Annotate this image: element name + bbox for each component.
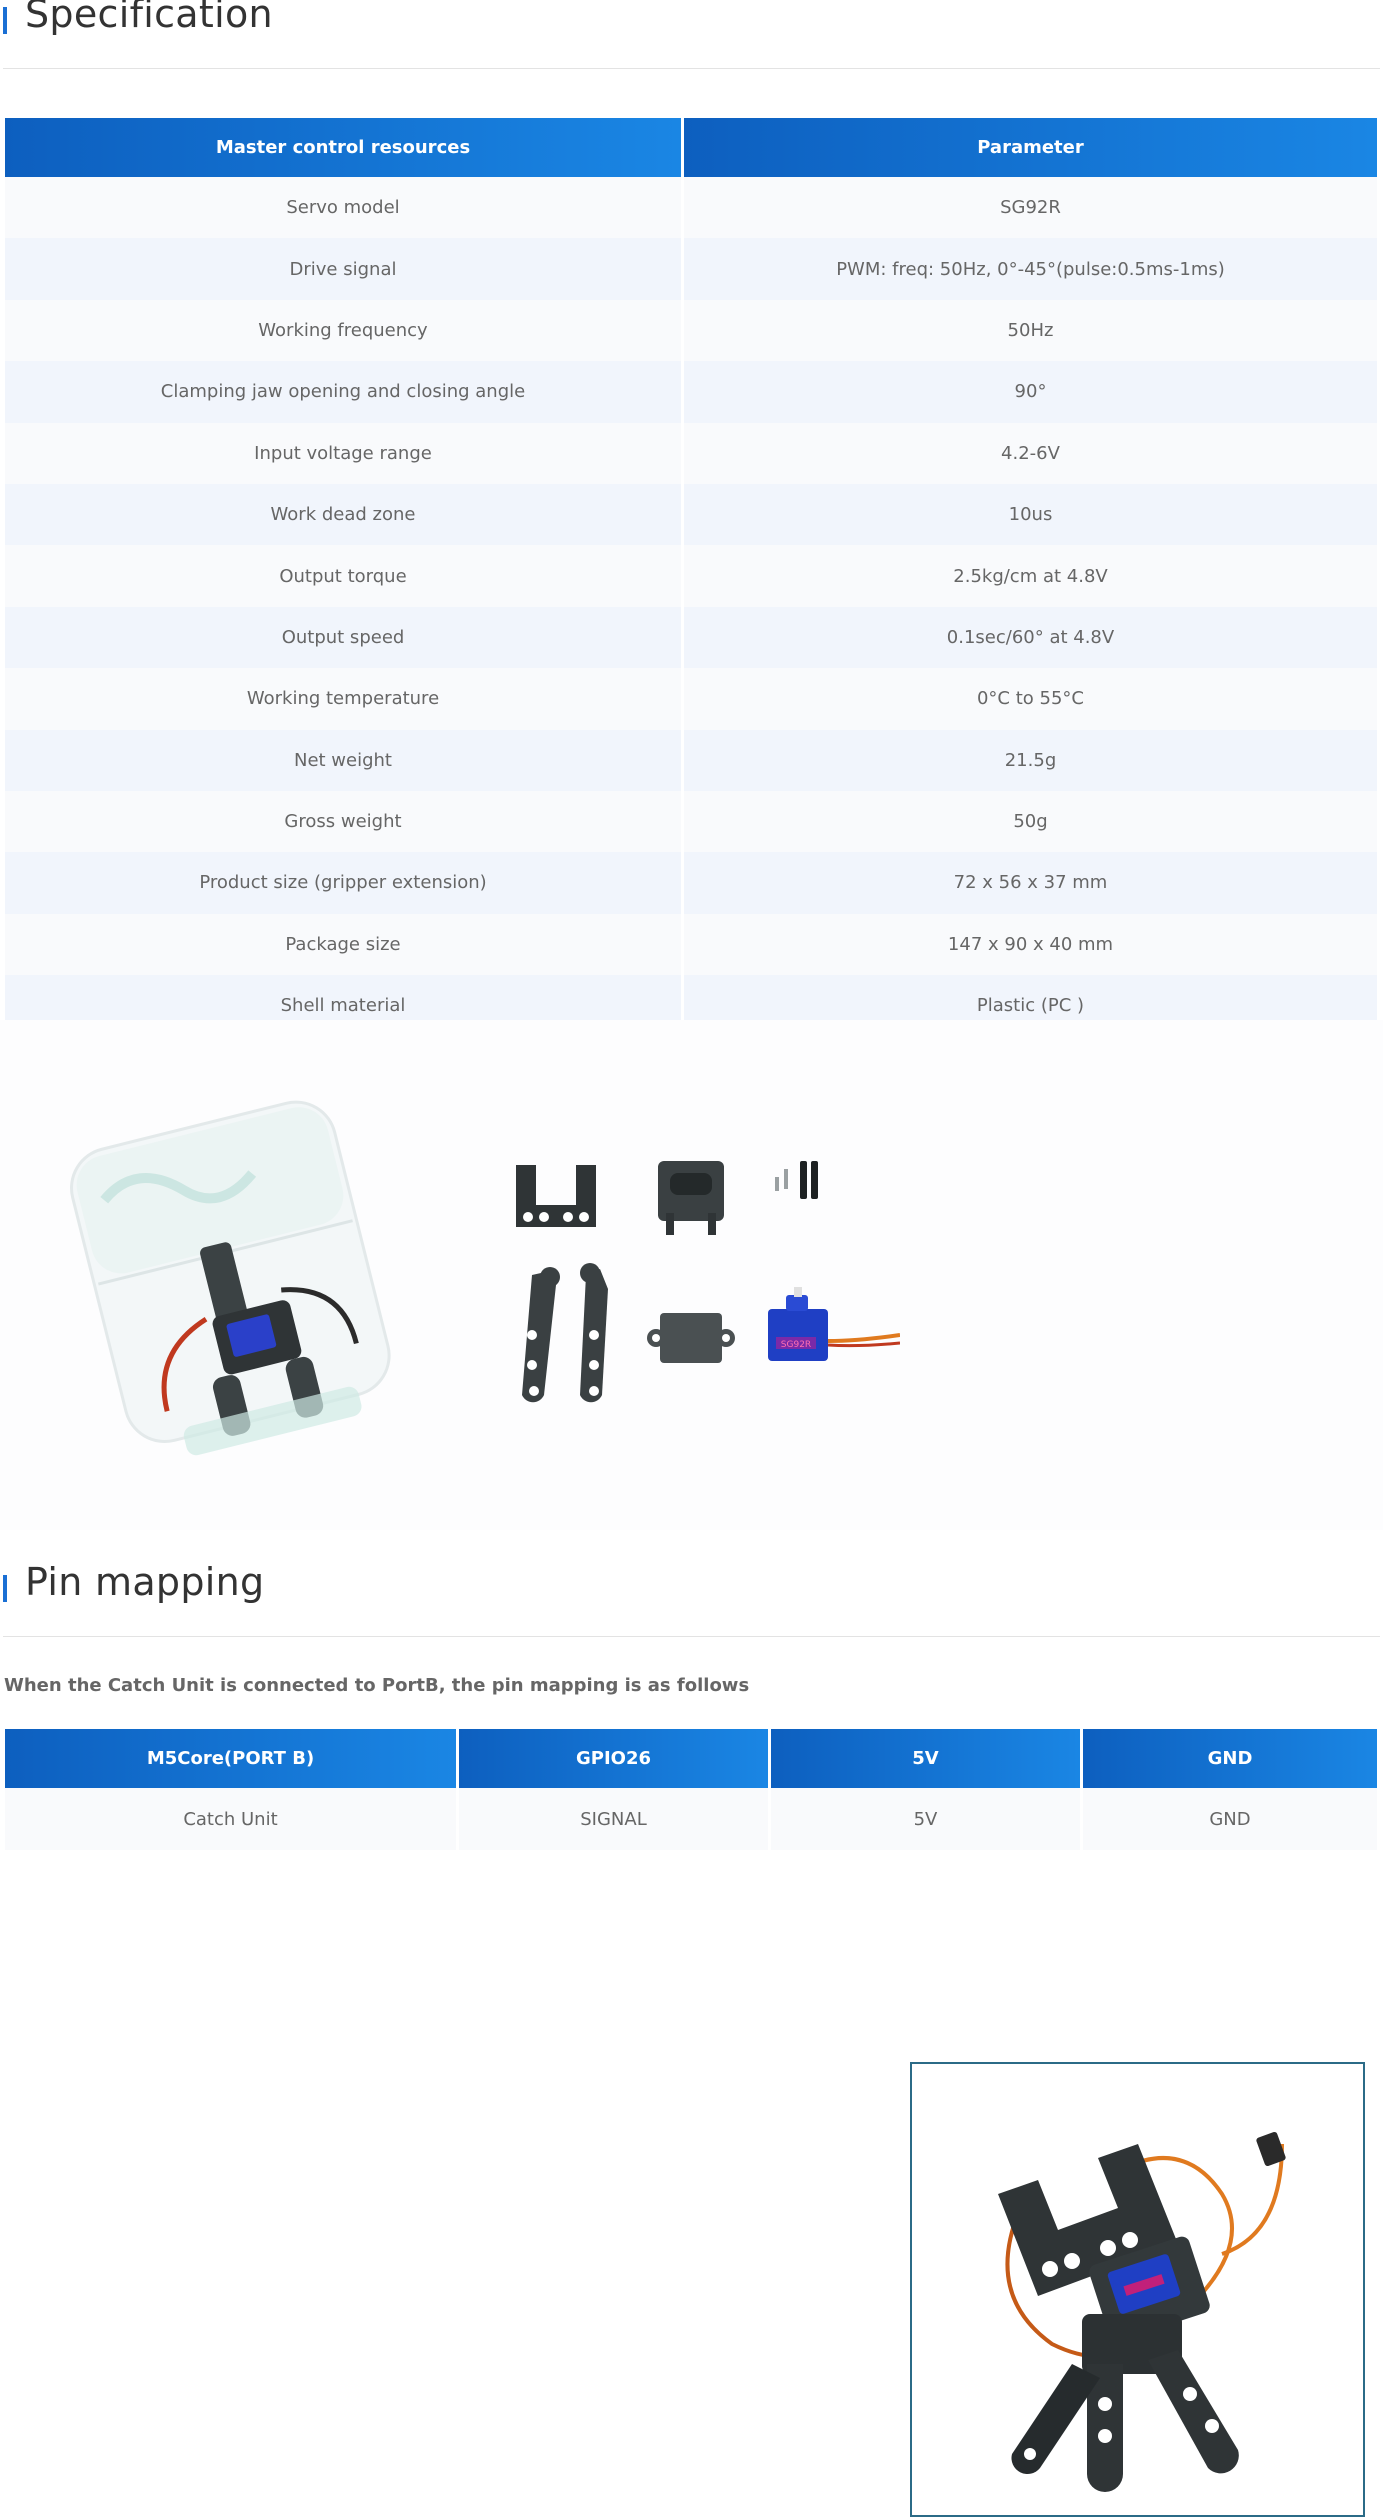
spec-value: 72 x 56 x 37 mm <box>684 852 1377 913</box>
table-row <box>5 852 1377 913</box>
spec-label: Product size (gripper extension) <box>5 852 684 913</box>
spec-label: Package size <box>5 914 684 975</box>
heading-divider <box>3 1636 1380 1637</box>
spec-label: Working temperature <box>5 668 684 729</box>
table-row <box>5 423 1377 484</box>
spec-label: Work dead zone <box>5 484 684 545</box>
spec-label: Servo model <box>5 177 684 238</box>
table-row <box>5 361 1377 422</box>
table-row <box>5 238 1377 299</box>
table-row <box>5 177 1377 238</box>
pin-cell: 5V <box>771 1788 1083 1850</box>
spec-value: 0.1sec/60° at 4.8V <box>684 607 1377 668</box>
spec-label: Shell material <box>5 975 684 1036</box>
product-image-strip <box>0 1020 1383 1530</box>
spec-value: 50g <box>684 791 1377 852</box>
spec-label: Drive signal <box>5 238 684 299</box>
spec-label: Clamping jaw opening and closing angle <box>5 361 684 422</box>
assembled-gripper-frame <box>910 2062 1365 2517</box>
heading-divider <box>3 68 1380 69</box>
gripper-parts-image <box>510 1155 900 1425</box>
spec-table-header <box>5 118 1377 177</box>
col-header-port: M5Core(PORT B) <box>5 1729 459 1788</box>
spec-table <box>5 118 1377 1036</box>
spec-value: 4.2-6V <box>684 423 1377 484</box>
pin-cell: GND <box>1083 1788 1377 1850</box>
table-row <box>5 668 1377 729</box>
col-header-parameter: Parameter <box>684 118 1377 177</box>
pin-table-header <box>5 1729 1377 1788</box>
heading-accent-bar <box>3 7 7 34</box>
spec-label: Input voltage range <box>5 423 684 484</box>
table-row <box>5 484 1377 545</box>
table-row <box>5 730 1377 791</box>
table-row <box>5 545 1377 606</box>
spec-label: Gross weight <box>5 791 684 852</box>
table-row <box>5 300 1377 361</box>
assembled-gripper-image <box>912 2064 1363 2515</box>
spec-label: Output torque <box>5 545 684 606</box>
spec-title: Specification <box>25 0 273 36</box>
spec-value: Plastic (PC ) <box>684 975 1377 1036</box>
pin-table <box>5 1729 1377 1850</box>
pin-cell: Catch Unit <box>5 1788 459 1850</box>
spec-value: SG92R <box>684 177 1377 238</box>
table-row <box>5 607 1377 668</box>
spec-label: Output speed <box>5 607 684 668</box>
servo-label: SG92R <box>780 1340 812 1350</box>
table-row <box>5 1788 1377 1850</box>
pin-intro-text: When the Catch Unit is connected to PortB, the pin mapping is as follows <box>4 1675 750 1696</box>
spec-value: 21.5g <box>684 730 1377 791</box>
pin-title: Pin mapping <box>25 1560 265 1604</box>
col-header-gnd: GND <box>1083 1729 1377 1788</box>
spec-value: 2.5kg/cm at 4.8V <box>684 545 1377 606</box>
table-row <box>5 914 1377 975</box>
table-row <box>5 791 1377 852</box>
spec-value: 0°C to 55°C <box>684 668 1377 729</box>
spec-label: Net weight <box>5 730 684 791</box>
col-header-gpio: GPIO26 <box>459 1729 771 1788</box>
packaged-gripper-image <box>60 1080 420 1500</box>
spec-label: Working frequency <box>5 300 684 361</box>
spec-value: 50Hz <box>684 300 1377 361</box>
col-header-resources: Master control resources <box>5 118 684 177</box>
spec-value: PWM: freq: 50Hz, 0°-45°(pulse:0.5ms-1ms) <box>684 238 1377 299</box>
pin-cell: SIGNAL <box>459 1788 771 1850</box>
spec-value: 90° <box>684 361 1377 422</box>
col-header-5v: 5V <box>771 1729 1083 1788</box>
heading-accent-bar <box>3 1575 7 1602</box>
spec-value: 147 x 90 x 40 mm <box>684 914 1377 975</box>
spec-value: 10us <box>684 484 1377 545</box>
